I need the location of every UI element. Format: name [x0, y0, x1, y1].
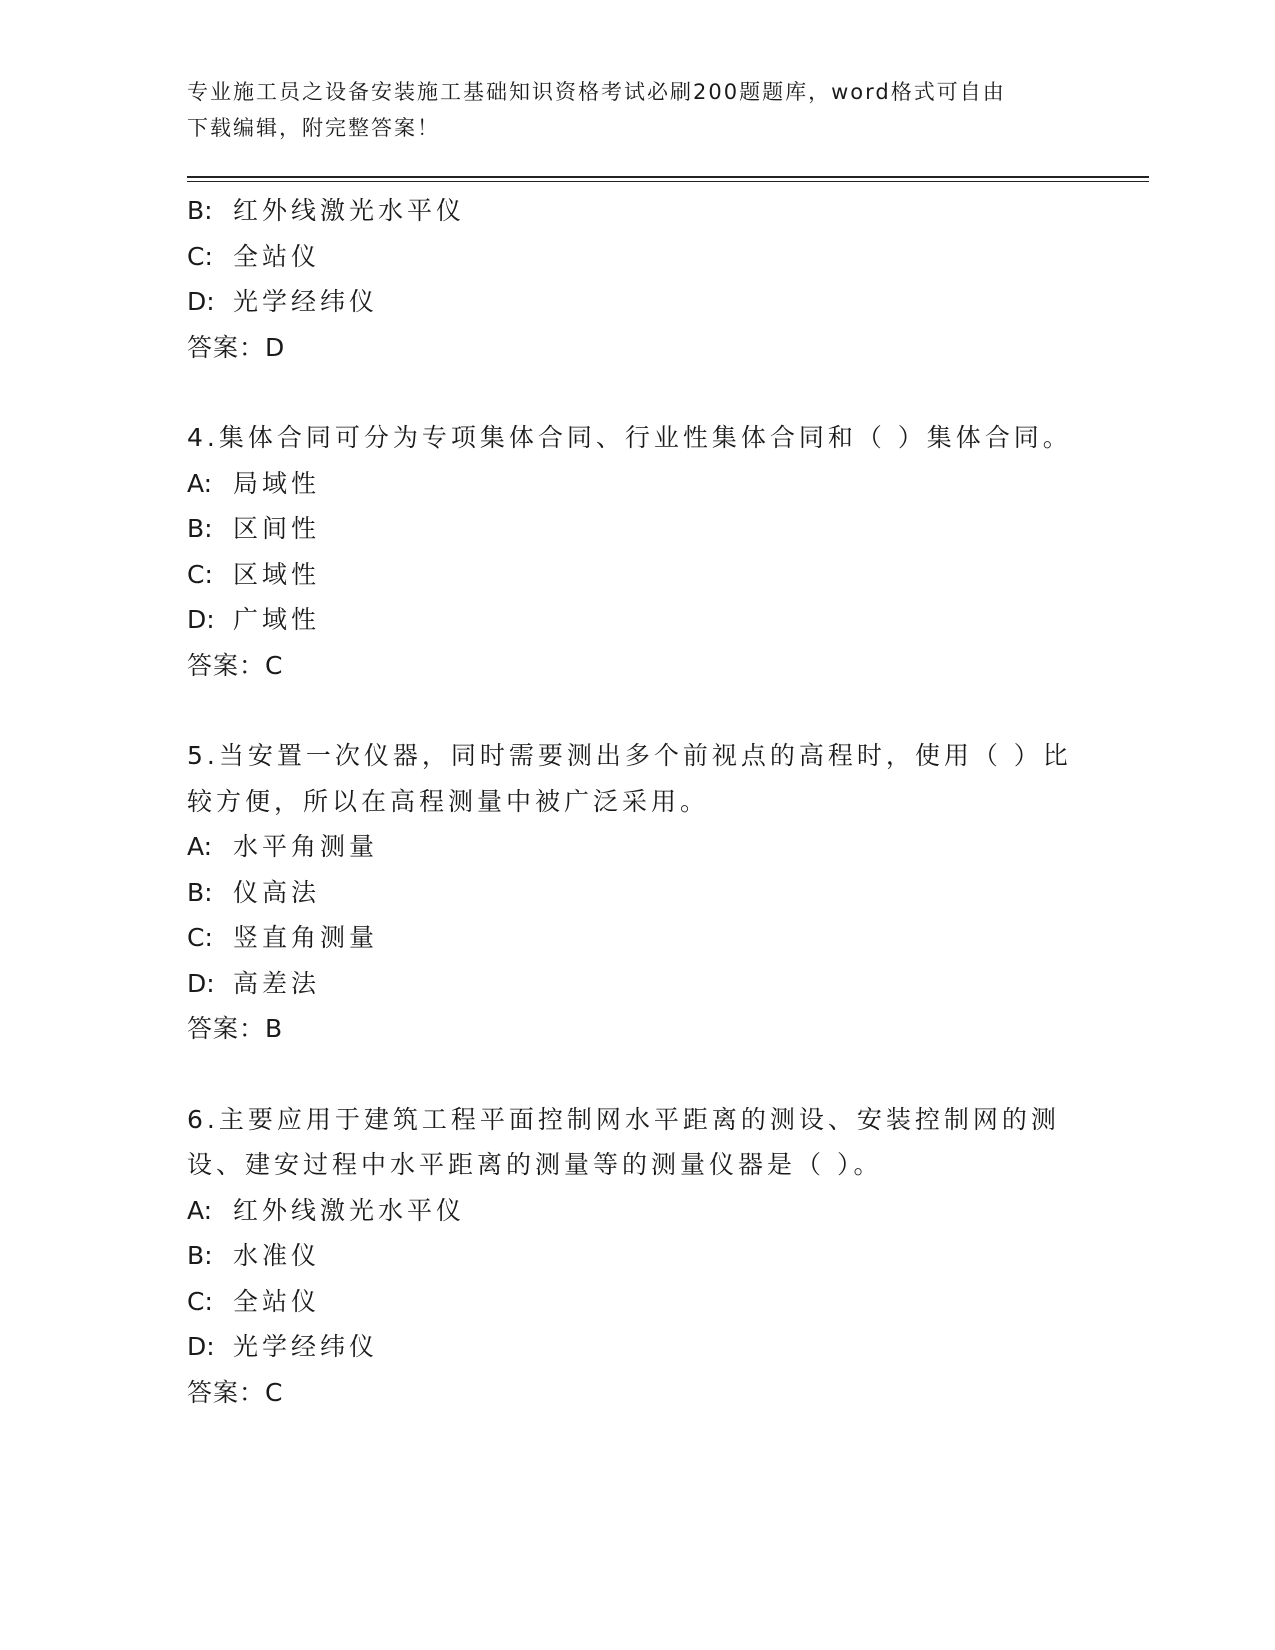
question-5 — [187, 733, 1087, 1052]
spacer — [187, 688, 1087, 733]
option-c — [187, 552, 1087, 598]
option-b — [187, 188, 1087, 234]
option-a — [187, 461, 1087, 507]
option-text: 光学经纬仪 — [233, 1332, 379, 1361]
option-c — [187, 1279, 1087, 1325]
option-text: 光学经纬仪 — [233, 287, 379, 316]
option-text: 竖直角测量 — [233, 923, 379, 952]
question-4 — [187, 415, 1087, 688]
option-key: D: — [187, 1332, 215, 1361]
option-text: 全站仪 — [233, 1286, 321, 1316]
option-key: C: — [187, 241, 213, 271]
option-key: C: — [187, 559, 213, 589]
option-text: 红外线激光水平仪 — [233, 196, 466, 225]
option-key: D: — [187, 605, 215, 634]
option-d — [187, 961, 1087, 1007]
option-key: B: — [187, 514, 213, 543]
option-text: 水准仪 — [233, 1241, 321, 1270]
option-text: 红外线激光水平仪 — [233, 1195, 466, 1225]
question-3 — [187, 188, 1087, 370]
spacer — [187, 370, 1087, 415]
option-key: A: — [187, 1195, 213, 1225]
option-key: C: — [187, 1286, 213, 1316]
option-key: C: — [187, 923, 213, 952]
option-text: 区域性 — [233, 559, 321, 589]
option-text: 广域性 — [233, 605, 321, 634]
header-rule-thick — [187, 176, 1149, 178]
answer: 答案：B — [187, 1014, 284, 1043]
answer: 答案：C — [187, 650, 284, 680]
option-d — [187, 1324, 1087, 1370]
option-d — [187, 597, 1087, 643]
option-text: 水平角测量 — [233, 832, 379, 861]
option-b — [187, 1233, 1087, 1279]
option-a — [187, 824, 1087, 870]
answer: 答案：C — [187, 1377, 284, 1407]
question-text-line-2: 设、建安过程中水平距离的测量等的测量仪器是（ ）。 — [187, 1150, 883, 1179]
option-a — [187, 1188, 1087, 1234]
answer: 答案：D — [187, 332, 286, 362]
option-c — [187, 915, 1087, 961]
option-key: B: — [187, 877, 213, 907]
option-b — [187, 870, 1087, 916]
question-6 — [187, 1097, 1087, 1416]
option-text: 高差法 — [233, 968, 321, 998]
option-text: 全站仪 — [233, 241, 321, 271]
option-text: 区间性 — [233, 514, 321, 543]
option-text: 仪高法 — [233, 877, 321, 907]
question-list — [187, 188, 1087, 1415]
spacer — [187, 1052, 1087, 1097]
option-key: D: — [187, 287, 215, 316]
option-key: D: — [187, 968, 215, 998]
document-header — [187, 74, 1067, 146]
header-line-2: 下载编辑，附完整答案！ — [187, 116, 440, 140]
header-line-1: 专业施工员之设备安装施工基础知识资格考试必刷200题题库，word格式可自由 — [187, 80, 1006, 104]
option-key: B: — [187, 196, 213, 225]
question-text-line-2: 较方便，所以在高程测量中被广泛采用。 — [187, 786, 710, 816]
option-b — [187, 506, 1087, 552]
option-d — [187, 279, 1087, 325]
option-key: A: — [187, 832, 213, 861]
question-text-line-1: 5.当安置一次仪器，同时需要测出多个前视点的高程时，使用（ ）比 — [187, 741, 1072, 770]
question-text-line-1: 6.主要应用于建筑工程平面控制网水平距离的测设、安装控制网的测 — [187, 1104, 1060, 1134]
option-text: 局域性 — [233, 468, 321, 498]
option-key: B: — [187, 1241, 213, 1270]
option-key: A: — [187, 468, 213, 498]
question-text: 4.集体合同可分为专项集体合同、行业性集体合同和（ ）集体合同。 — [187, 423, 1072, 452]
option-c — [187, 234, 1087, 280]
header-rule-thin — [187, 181, 1149, 182]
